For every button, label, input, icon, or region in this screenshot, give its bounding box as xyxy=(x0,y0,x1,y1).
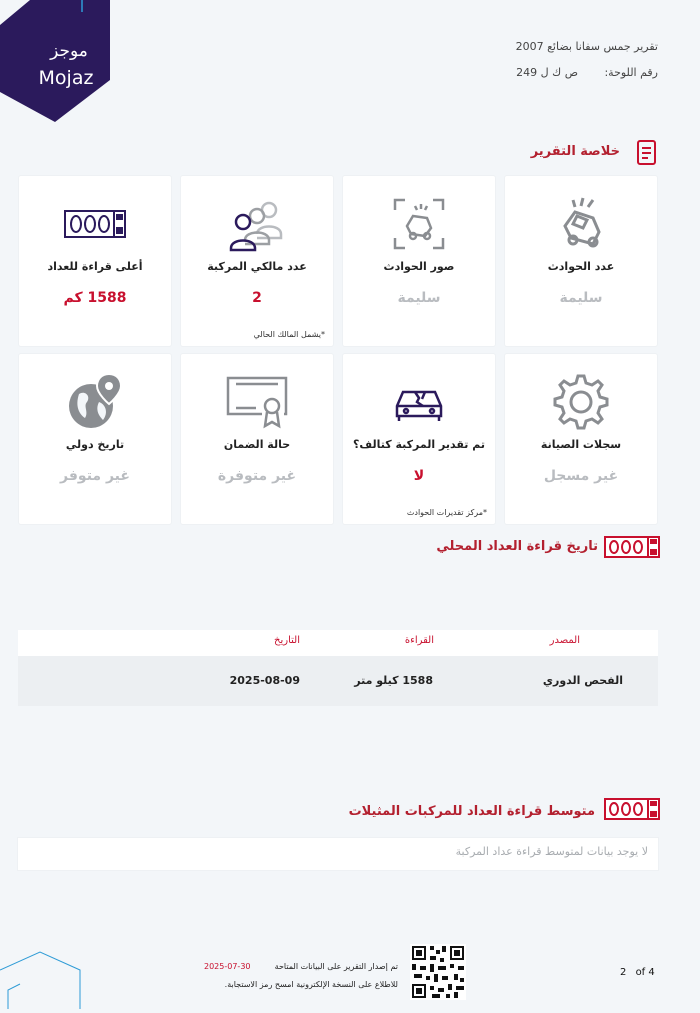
plate-label: رقم اللوحة: xyxy=(604,66,658,79)
card-value: غير متوفرة xyxy=(217,468,297,484)
card-value: غير مسجل xyxy=(543,468,619,484)
card-max-odometer xyxy=(19,176,171,346)
logo-name-ar: موجز xyxy=(50,41,88,61)
report-doc-icon xyxy=(636,140,658,170)
card-value: سليمة xyxy=(397,290,441,306)
card-label: سجلات الصيانة xyxy=(540,438,622,451)
odometer-table xyxy=(18,630,658,706)
odometer-icon xyxy=(604,536,660,562)
card-value: لا xyxy=(413,468,425,484)
card-label: عدد مالكي المركبة xyxy=(207,260,307,273)
column-source: المصدر xyxy=(549,635,580,646)
owners-icon xyxy=(181,196,333,252)
page-number xyxy=(620,967,655,978)
card-label: تاريخ دولي xyxy=(65,438,125,451)
plate-value: ص ك ل 249 xyxy=(516,66,578,79)
card-note: *يشمل المالك الحالي xyxy=(253,330,325,339)
page-total: of 4 xyxy=(635,967,655,978)
odometer-icon xyxy=(604,798,660,824)
card-accident-photos xyxy=(343,176,495,346)
footer-hex-decoration xyxy=(0,950,90,1013)
gear-icon xyxy=(505,374,657,430)
card-international-history xyxy=(19,354,171,524)
avg-odometer-empty xyxy=(18,838,658,870)
card-label: عدد الحوادث xyxy=(547,260,615,273)
cell-reading: 1588 كيلو متر xyxy=(354,674,433,687)
card-label: حالة الضمان xyxy=(223,438,291,451)
column-date: التاريخ xyxy=(274,635,300,646)
globe-pin-icon xyxy=(19,374,171,430)
card-total-loss xyxy=(343,354,495,524)
card-warranty-status xyxy=(181,354,333,524)
cell-source: الفحص الدوري xyxy=(542,674,623,687)
card-label: صور الحوادث xyxy=(383,260,455,273)
damaged-car-icon xyxy=(343,374,495,430)
column-reading: القراءة xyxy=(404,635,434,646)
footer-issued-date: 2025-07-30 xyxy=(204,962,251,971)
cell-date: 2025-08-09 xyxy=(229,674,300,687)
card-value: سليمة xyxy=(559,290,603,306)
mojaz-logo xyxy=(0,0,110,125)
footer-scan-text: للاطلاع على النسخة الإلكترونية امسح رمز الاستجابة. xyxy=(224,980,398,989)
card-label: أعلى قراءة للعداد xyxy=(47,260,143,273)
odometer-icon xyxy=(19,196,171,252)
logo-name-en: Mojaz xyxy=(38,67,94,89)
table-row xyxy=(18,656,658,706)
page-current: 2 xyxy=(620,967,627,978)
table-header xyxy=(18,630,658,656)
qr-code[interactable] xyxy=(410,944,466,1004)
avg-odometer-title: متوسط قراءة العداد للمركبات المثيلات xyxy=(348,804,595,819)
card-value: 2 xyxy=(252,290,262,306)
report-title: تقرير جمس سفانا بضائع 2007 xyxy=(515,40,658,53)
empty-message: لا يوجد بيانات لمتوسط قراءة عداد المركبة xyxy=(455,845,648,858)
card-value: غير متوفر xyxy=(60,468,130,484)
card-value: 1588 كم xyxy=(63,290,127,306)
footer-issued-text: تم إصدار التقرير على البيانات المتاحة xyxy=(274,962,398,971)
card-note: *مركز تقديرات الحوادث xyxy=(406,508,487,517)
summary-title: خلاصة التقرير xyxy=(530,144,620,159)
warranty-certificate-icon xyxy=(181,374,333,430)
local-odometer-title: تاريخ قراءة العداد المحلي xyxy=(436,539,598,554)
card-accident-count xyxy=(505,176,657,346)
card-owner-count xyxy=(181,176,333,346)
card-label: تم تقدير المركبة كتالف؟ xyxy=(353,438,485,451)
accident-photo-icon xyxy=(343,196,495,252)
card-maintenance-records xyxy=(505,354,657,524)
crashed-car-icon xyxy=(505,196,657,252)
